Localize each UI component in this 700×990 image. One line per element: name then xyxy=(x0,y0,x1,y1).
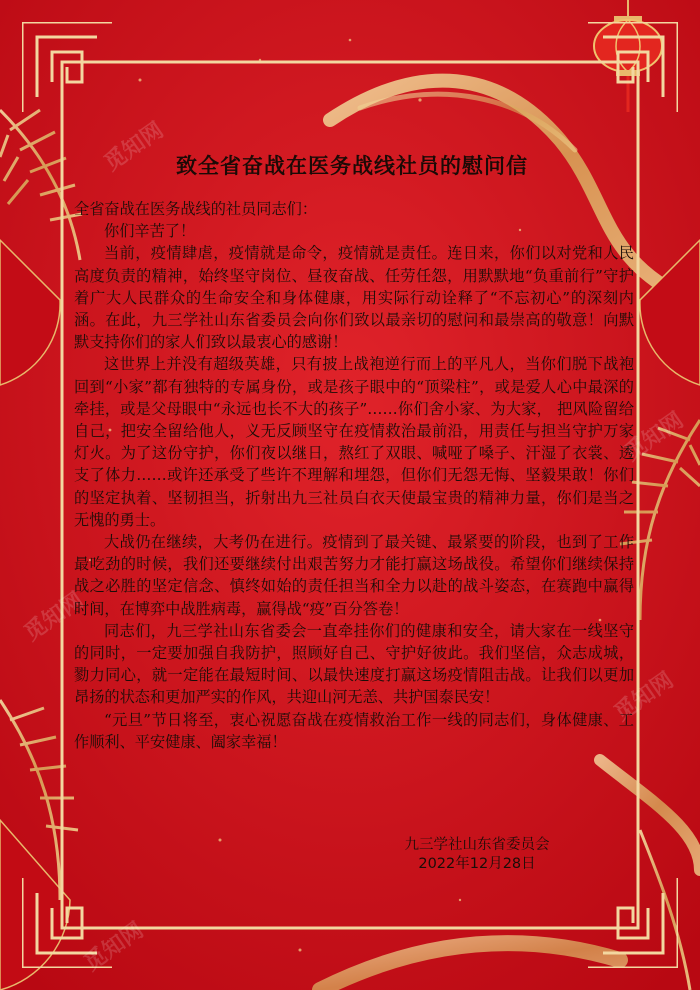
paragraph: 这世界上并没有超级英雄，只有披上战袍逆行而上的平凡人，当你们脱下战袍回到“小家”都有独特的专属身份，或是孩子眼中的“顶梁柱”，或是爱人心中最深的牵挂，或是父母眼中“永远也长不大的孩子”……你们舍小家、为大家， 把风险留给自己，把安全留给他人，义无反顾坚守在疫情救治最前沿，用责任与担当守护万家灯火。为了这份守护，你们夜以继日，熬红了双眼、喊哑了嗓子、汗湿了衣裳、透支了体力……或许还承受了些许不理解和埋怨，但你们无怨无悔、坚毅果敢！你们的坚定执着、坚韧担当，折射出九三社员白衣天使最宝贵的精神力量，你们是当之无愧的勇士。 xyxy=(74,355,634,529)
watermark: 觅知网 xyxy=(99,117,169,177)
signature xyxy=(382,836,572,874)
watermark: 觅知网 xyxy=(609,667,679,727)
paragraph: 当前，疫情肆虐，疫情就是命令，疫情就是责任。连日来，你们以对党和人民高度负责的精神，始终坚守岗位、昼夜奋战、任劳任怨，用默默地“负重前行”守护着广大人民群众的生命安全和身体健康，用实际行动诠释了“不忘初心”的深刻内涵。在此，九三学社山东省委员会向你们致以最亲切的慰问和最崇高的敬意！向默默支持你们的家人们致以最衷心的感谢！ xyxy=(74,244,634,352)
paragraph: 同志们，九三学社山东省委会一直牵挂你们的健康和安全，请大家在一线坚守的同时，一定要加强自我防护，照顾好自己、守护好彼此。我们坚信，众志成城，勠力同心，就一定能在最短时间、以最快速度打赢这场疫情阻击战。让我们以更加昂扬的状态和更加严实的作风，共迎山河无恙、共护国泰民安！ xyxy=(74,621,634,707)
watermark: 觅知网 xyxy=(619,407,689,467)
watermark: 觅知网 xyxy=(19,587,89,647)
signature-date: 2022年12月28日 xyxy=(418,856,536,872)
watermark: 觅知网 xyxy=(79,917,149,977)
paragraph: 大战仍在继续，大考仍在进行。疫情到了最关键、最紧要的阶段，也到了工作最吃劲的时候，我们还要继续付出艰苦努力才能打赢这场战役。希望你们继续保持战之必胜的坚定信念、慎终如始的责任担当和全力以赴的战斗姿态，在赛跑中赢得时间，在博弈中战胜病毒，赢得战“疫”百分答卷！ xyxy=(74,533,634,618)
paragraph: “元旦”节日将至，衷心祝愿奋战在疫情救治工作一线的同志们，身体健康、工作顺利、平安健康、阖家幸福！ xyxy=(74,710,634,751)
letter-body xyxy=(74,198,634,753)
letter-title: 致全省奋战在医务战线社员的慰问信 xyxy=(176,153,528,178)
paragraph: 你们辛苦了！ xyxy=(104,222,196,241)
signature-organization: 九三学社山东省委员会 xyxy=(404,837,550,853)
salutation: 全省奋战在医务战线的社员同志们： xyxy=(74,200,317,218)
